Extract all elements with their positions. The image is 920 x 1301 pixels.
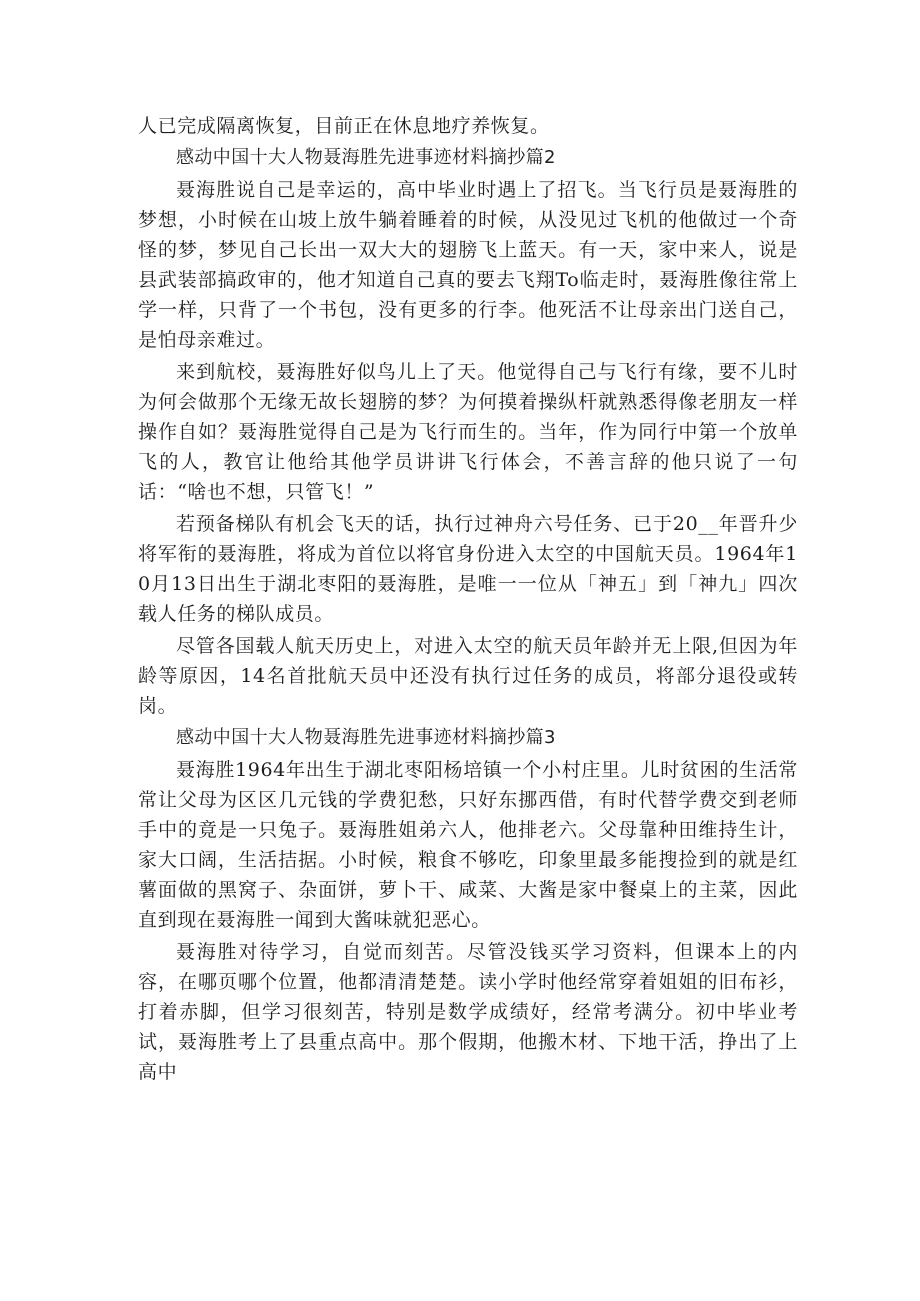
paragraph: 聂海胜对待学习，自觉而刻苦。尽管没钱买学习资料，但课本上的内容，在哪页哪个位置，他都清清楚楚。读小学时他经常穿着姐姐的旧布衫，打着赤脚，但学习很刻苦，特别是数学成绩好，经常考满分。初中毕业考试，聂海胜考上了县重点高中。那个假期，他搬木材、下地干活，挣出了上高中 [138,941,798,1083]
paragraph: 若预备梯队有机会飞天的话，执行过神舟六号任务、已于20__年晋升少将军衔的聂海胜，将成为首位以将官身份进入太空的中国航天员。1964年10月13日出生于湖北枣阳的聂海胜，是唯一一位从「神五」到「神九」四次载人任务的梯队成员。 [138,513,798,625]
paragraph: 聂海胜1964年出生于湖北枣阳杨培镇一个小村庄里。儿时贫困的生活常常让父母为区区几元钱的学费犯愁，只好东挪西借，有时代替学费交到老师手中的竟是一只兔子。聂海胜姐弟六人，他排老六。父母靠种田维持生计，家大口阔，生活拮据。小时候，粮食不够吃，印象里最多能搜捡到的就是红薯面做的黑窝子、杂面饼，萝卜干、咸菜、大酱是家中餐桌上的主菜，因此直到现在聂海胜一闻到大酱味就犯恶心。 [138,759,798,931]
paragraph: 来到航校，聂海胜好似鸟儿上了天。他觉得自己与飞行有缘，要不儿时为何会做那个无缘无故长翅膀的梦？为何摸着操纵杆就熟悉得像老朋友一样操作自如？聂海胜觉得自己是为飞行而生的。当年，作为同行中第一个放单飞的人，教官让他给其他学员讲讲飞行体会，不善言辞的他只说了一句话：“啥也不想，只管飞！” [138,361,798,503]
section-heading-2: 感动中国十大人物聂海胜先进事迹材料摘抄篇2 [176,147,556,168]
paragraph: 聂海胜说自己是幸运的，高中毕业时遇上了招飞。当飞行员是聂海胜的梦想，小时候在山坡上放牛躺着睡着的时候，从没见过飞机的他做过一个奇怪的梦，梦见自己长出一双大大的翅膀飞上蓝天。有一天，家中来人，说是县武装部搞政审的，他才知道自己真的要去飞翔To临走时，聂海胜像往常上学一样，只背了一个书包，没有更多的行李。他死活不让母亲出门送自己，是怕母亲难过。 [138,179,798,351]
paragraph: 尽管各国载人航天历史上，对进入太空的航天员年龄并无上限,但因为年龄等原因，14名首批航天员中还没有执行过任务的成员，将部分退役或转岗。 [138,635,798,717]
section-heading-3: 感动中国十大人物聂海胜先进事迹材料摘抄篇3 [176,727,556,748]
paragraph-continuation: 人已完成隔离恢复，目前正在休息地疗养恢复。 [138,115,550,137]
document-body [138,111,798,1089]
